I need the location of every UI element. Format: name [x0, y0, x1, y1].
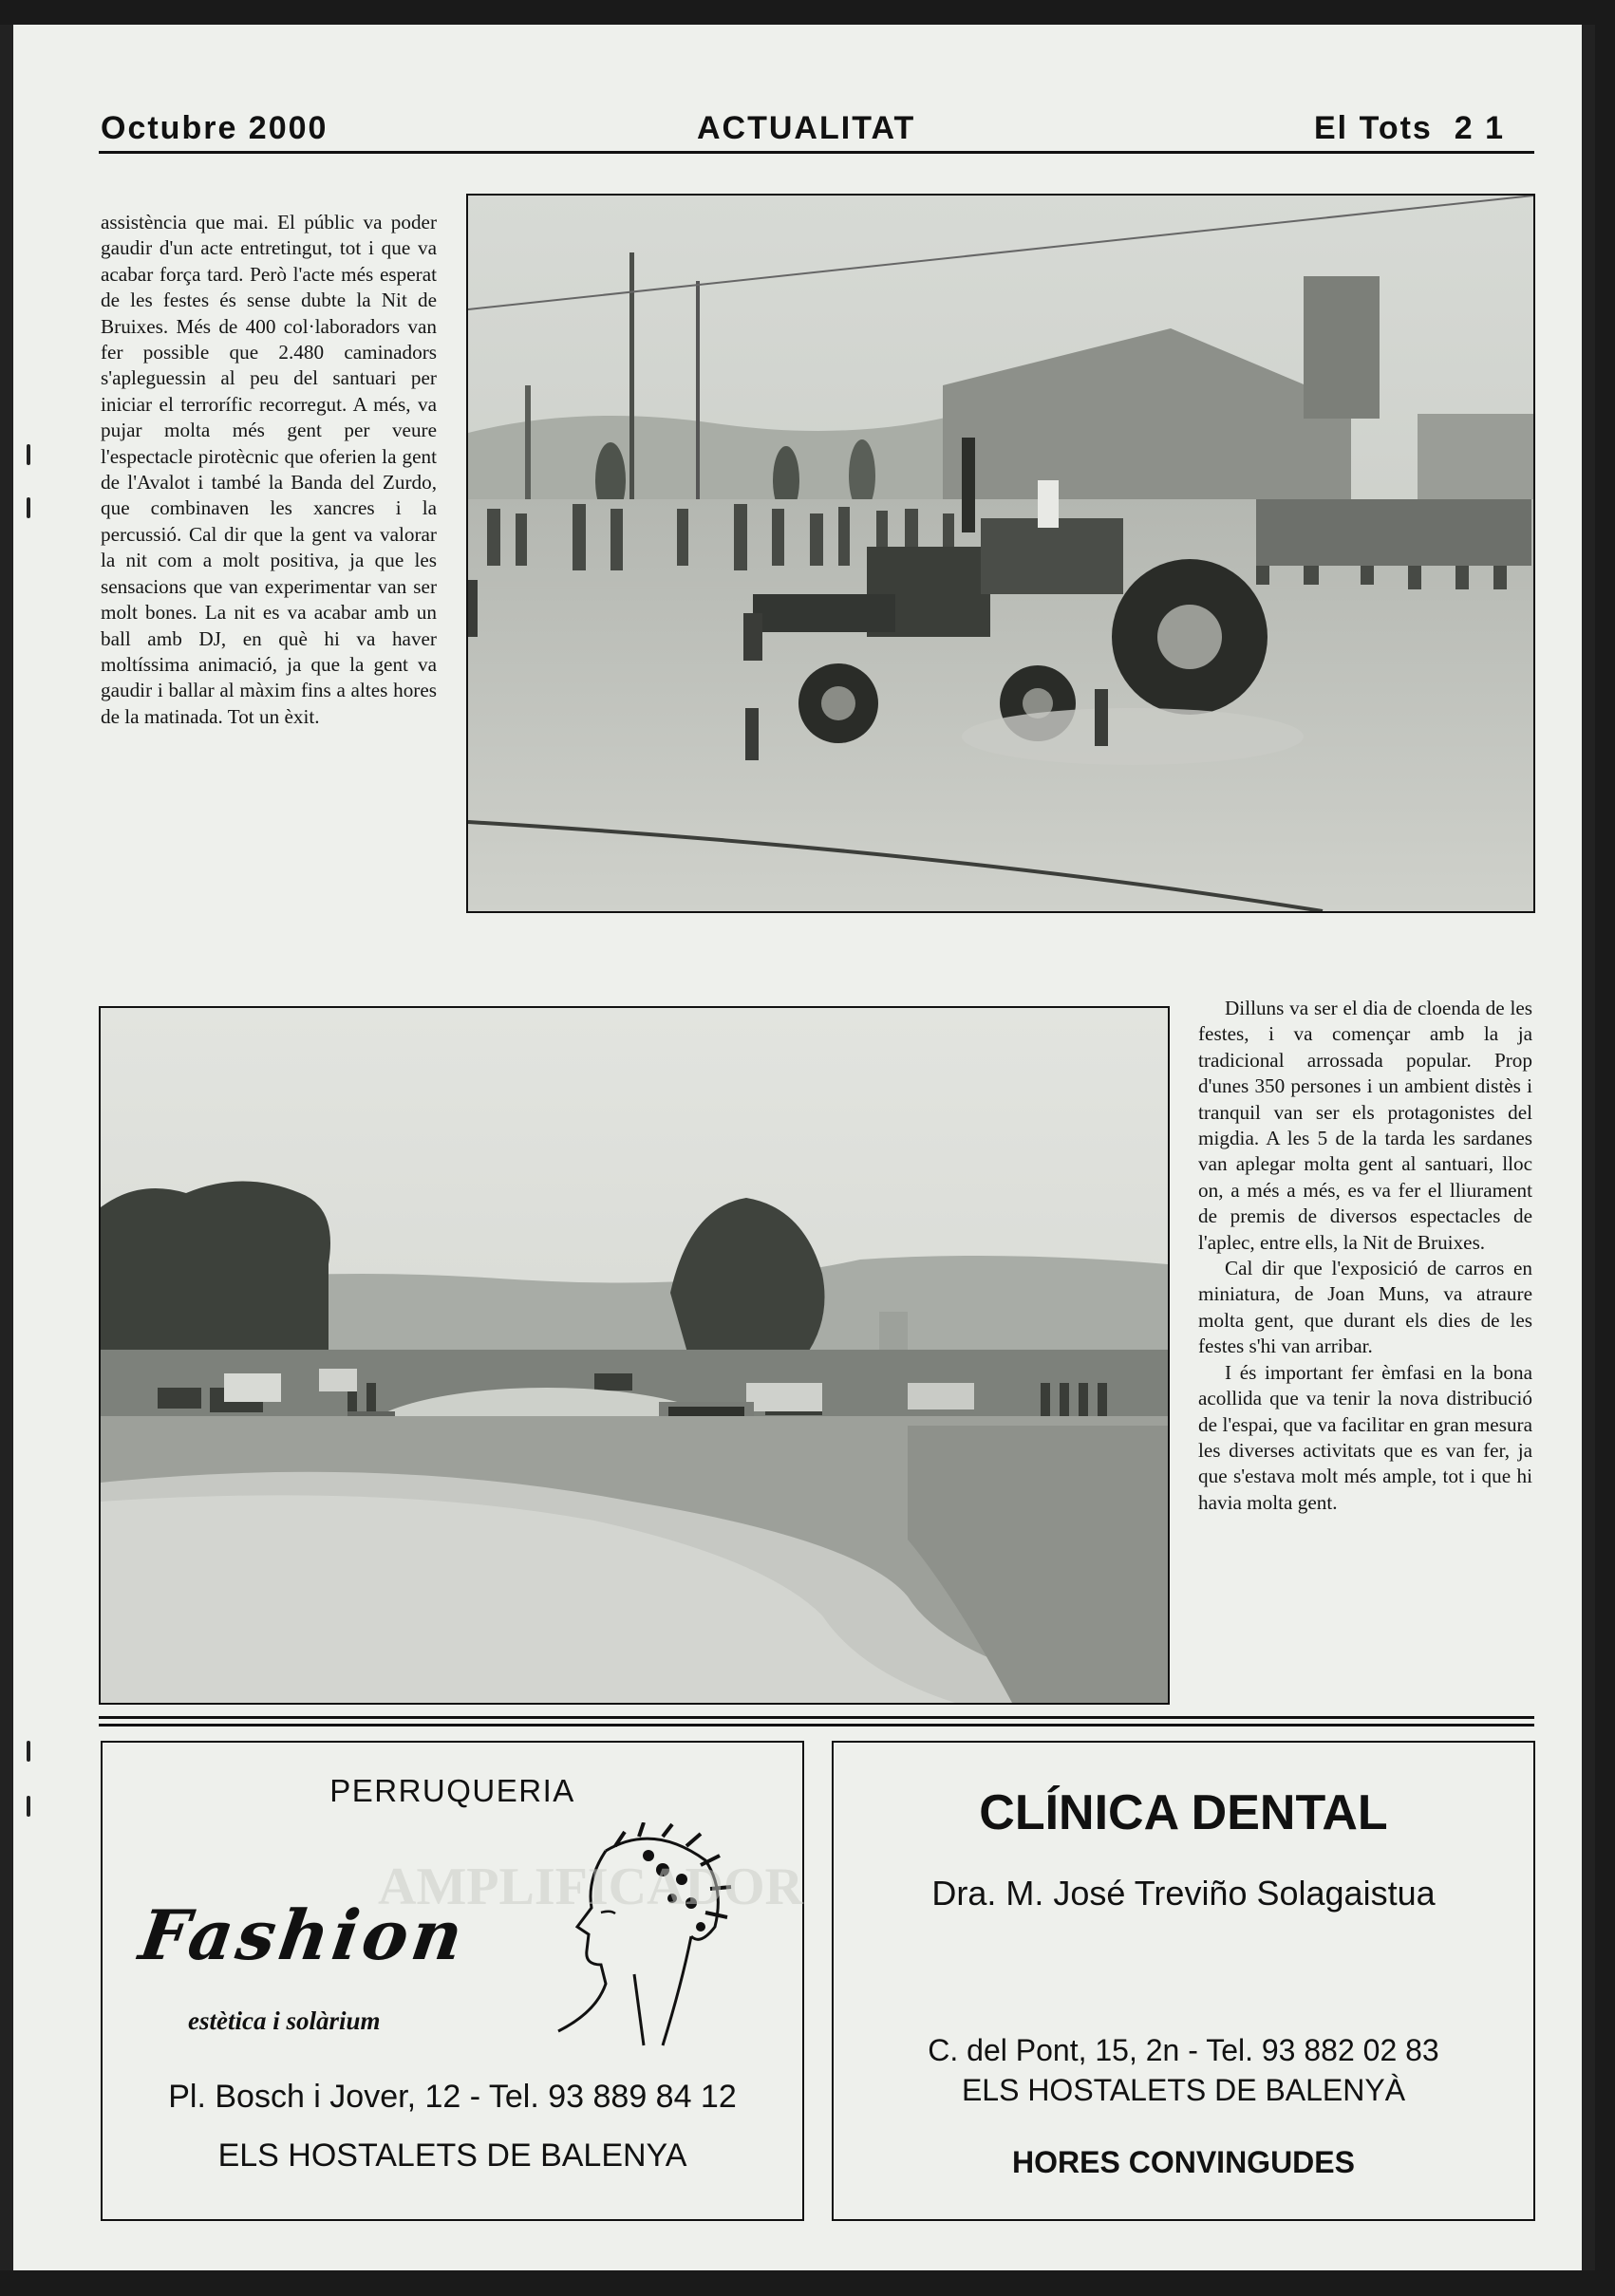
scan-edge-right	[1582, 25, 1595, 2270]
ad-clinic-doctor: Dra. M. José Treviño Solagaistua	[931, 1874, 1436, 1913]
ad-clinic-title: CLÍNICA DENTAL	[979, 1785, 1388, 1840]
ad-fashion-tagline: estètica i solàrium	[188, 2007, 381, 2035]
photo-tractor-image	[468, 196, 1533, 911]
header-date: Octubre 2000	[101, 110, 329, 146]
ad-divider-rule	[99, 1724, 1534, 1727]
header-section: ACTUALITAT	[697, 110, 916, 146]
ad-clinic-town: ELS HOSTALETS DE BALENYÀ	[961, 2073, 1406, 2107]
bleed-through-text: AMPLIFICADOR	[378, 1857, 803, 1916]
photo-tractor	[466, 194, 1535, 913]
article-paragraph: Cal dir que l'exposició de carros en miniatura, de Joan Muns, va atraure molta gent, que durant els dies de les festes s'hi van arribar.	[1198, 1257, 1532, 1358]
ad-fashion-heading: PERRUQUERIA	[329, 1773, 575, 1808]
ad-fashion-address: Pl. Bosch i Jover, 12 - Tel. 93 889 84 12	[168, 2079, 737, 2115]
photo-car-race	[99, 1006, 1170, 1705]
scan-mark	[27, 1741, 30, 1762]
publication-name: El Tots	[1314, 110, 1433, 146]
ad-clinic-address: C. del Pont, 15, 2n - Tel. 93 882 02 83	[928, 2033, 1439, 2067]
magazine-page	[0, 25, 1595, 2270]
article-paragraph: I és important fer èmfasi en la bona acollida que va tenir la nova distribució de l'espai, que va facilitar en gran mesura les diverses activitats que es van fer, ja que s'estava molt més ample, tot i que hi havia molta gent.	[1198, 1360, 1532, 1514]
article-paragraph: assistència que mai. El públic va poder gaudir d'un acte entretingut, tot i que va acabar força tard. Però l'acte més esperat de les festes és sense dubte la Nit de Bruixes. Més de 400 col·laboradors van fer possible que 2.480 caminadors s'apleguessin al peu del santuari per iniciar el terrorífic recorregut. A més, va pujar molta més gent per veure l'espectacle pirotècnic que oferien la gent de l'Avalot i també la Banda del Zurdo, que combinaven les xancres i la percussió. Cal dir que la gent va valorar la nit com a molt positiva, ja que les sensacions que van experimentar van ser molt bones. La nit es va acabar amb un ball amb DJ, en què hi va haver moltíssima animació, ja que la gent va gaudir i ballar al màxim fins a altes hores de la matinada. Tot un èxit.	[101, 211, 437, 728]
ad-clinic-hours: HORES CONVINGUDES	[1012, 2145, 1355, 2179]
scan-mark	[27, 497, 30, 518]
ad-clinica-dental	[832, 1741, 1535, 2221]
article-column-right	[1198, 996, 1532, 1516]
scan-mark	[27, 444, 30, 465]
article-paragraph: Dilluns va ser el dia de cloenda de les festes, i va començar amb la ja tradicional arrossada popular. Prop d'unes 350 persones i un ambient distès i tranquil van ser els protagonistes del migdia. A les 5 de la tarda les sardanes van aplegar molta gent al santuari, lloc on, a més a més, es va fer el lliurament de premis de diversos espectacles de l'aplec, entre ells, la Nit de Bruixes.	[1198, 997, 1532, 1254]
page-number: 2 1	[1454, 110, 1505, 146]
scan-edge-left	[0, 25, 13, 2270]
header-rule	[99, 151, 1534, 154]
scan-mark	[27, 1796, 30, 1817]
ad-perruqueria-fashion	[101, 1741, 804, 2221]
ad-fashion-brand: Fashion	[135, 1895, 472, 1975]
ad-fashion-town: ELS HOSTALETS DE BALENYA	[217, 2137, 687, 2174]
photo-car-race-image	[101, 1008, 1168, 1703]
header-publication	[1314, 112, 1505, 144]
article-column-left	[101, 210, 437, 730]
ad-divider-rule	[99, 1716, 1534, 1719]
